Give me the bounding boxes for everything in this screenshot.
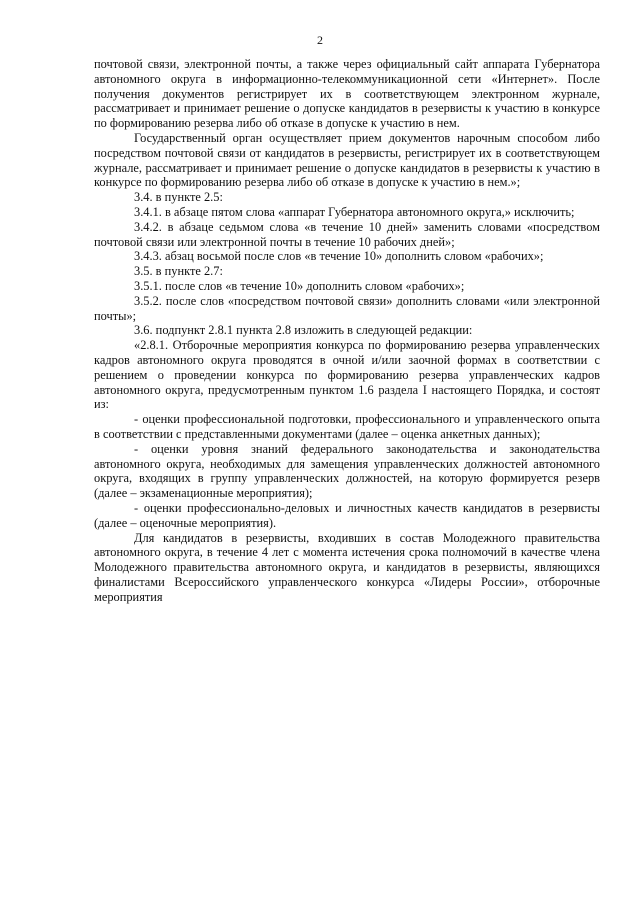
paragraph: 3.5. в пункте 2.7: — [134, 264, 223, 279]
paragraph: почтовой связи, электронной почты, а также через официальный сайт аппарата Губернатора автономного округа в информационно-телекоммуникационной сети «Интернет». После получения документов регистрирует их в соответствующем электронном журнале, рассматривает и принимает решение о допуске кандидатов в резервисты к участию в конкурсе по формированию резерва либо об отказе в допуске к участию в нем. — [94, 57, 600, 131]
paragraph: 3.4.1. в абзаце пятом слова «аппарат Губернатора автономного округа,» исключить; — [134, 204, 575, 219]
paragraph: - оценки профессионально-деловых и личностных качеств кандидатов в резервисты (далее – оценочные мероприятия). — [94, 500, 600, 530]
paragraph: 3.5.2. после слов «посредством почтовой связи» дополнить словами «или электронной почты»; — [94, 293, 600, 323]
paragraph: 3.5.1. после слов «в течение 10» дополнить словом «рабочих»; — [134, 278, 465, 293]
paragraph: Для кандидатов в резервисты, входивших в состав Молодежного правительства автономного округа, в течение 4 лет с момента истечения срока полномочий в качестве члена Молодежного правительства автономного округа, и кандидатов в резервисты, являющихся финалистами Всероссийского управленческого конкурса «Лидеры России», отборочные мероприятия — [94, 530, 600, 604]
paragraph: 3.6. подпункт 2.8.1 пункта 2.8 изложить в следующей редакции: — [134, 323, 473, 338]
paragraph: 3.4.3. абзац восьмой после слов «в течение 10» дополнить словом «рабочих»; — [134, 249, 544, 264]
paragraph: 3.4. в пункте 2.5: — [134, 190, 223, 205]
paragraph: Государственный орган осуществляет прием документов нарочным способом либо посредством почтовой связи от кандидатов в резервисты, регистрирует их в соответствующем журнале, рассматривает и принимает решение о допуске кандидатов в резервисты к участию в конкурсе по формированию резерва либо об отказе в допуске к участию в нем.»; — [94, 130, 600, 190]
paragraph: 3.4.2. в абзаце седьмом слова «в течение 10 дней» заменить словами «посредством почтовой связи или электронной почты в течение 10 рабочих дней»; — [94, 219, 600, 249]
paragraph: - оценки уровня знаний федерального законодательства и законодательства автономного округа, необходимых для замещения управленческих должностей автономного округа, входящих в группу управленческих должностей, на которую формируется резерв (далее – экзаменационные мероприятия); — [94, 441, 600, 501]
paragraph: - оценки профессиональной подготовки, профессионального и управленческого опыта в соответствии с представленными документами (далее – оценка анкетных данных); — [94, 412, 600, 441]
page-number: 2 — [317, 33, 323, 47]
paragraph: «2.8.1. Отборочные мероприятия конкурса по формированию резерва управленческих кадров автономного округа проводятся в очной и/или заочной формах в соответствии с решением о проведении конкурса по формированию резерва управленческих кадров автономного округа, предусмотренным пунктом 1.6 раздела I настоящего Порядка, и состоят из: — [94, 338, 600, 412]
document-body — [94, 57, 600, 604]
